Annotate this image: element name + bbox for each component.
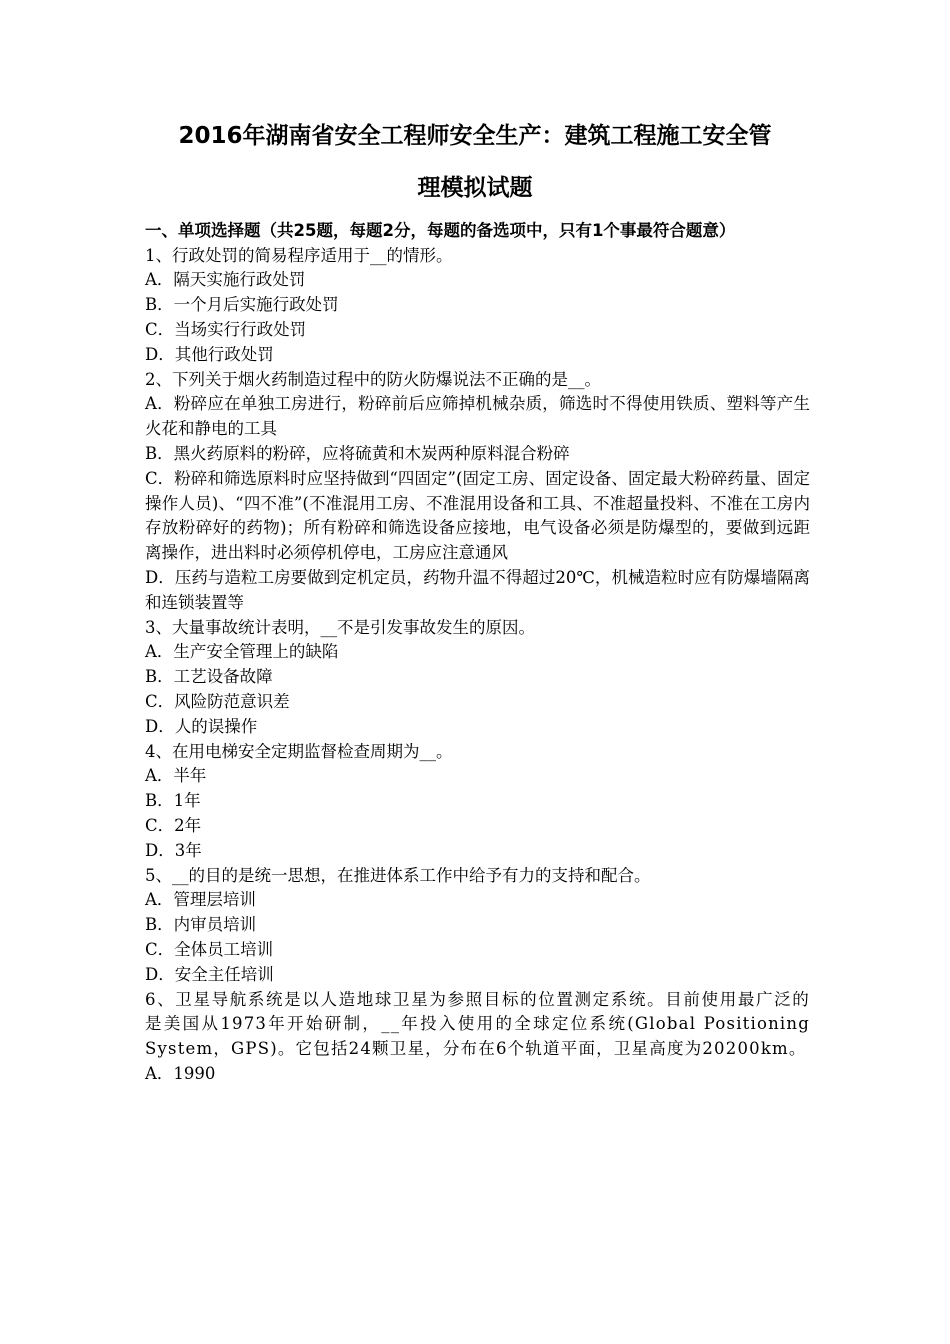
question-stem: 3、大量事故统计表明，__不是引发事故发生的原因。 xyxy=(145,617,535,637)
answer-option: A．隔天实施行政处罚 xyxy=(145,270,306,290)
answer-option: C．粉碎和筛选原料时应坚持做到“四固定”(固定工房、固定设备、固定最大粉碎药量、固定操作人员)、“四不准”(不准混用工房、不准混用设备和工具、不准超量投料、不准在工房内存放粉碎好的药物)；所有粉碎和筛选设备应接地，电气设备必须是防爆型的，要做到远距离操作，进出料时必须停机停电，工房应注意通风 xyxy=(145,468,810,563)
document-title: 2016年湖南省安全工程师安全生产：建筑工程施工安全管 xyxy=(178,123,772,149)
document-body xyxy=(145,219,810,1087)
answer-option: D．压药与造粒工房要做到定机定员，药物升温不得超过20℃，机械造粒时应有防爆墙隔离和连锁装置等 xyxy=(145,567,810,612)
answer-option: D．安全主任培训 xyxy=(145,964,274,984)
answer-option: C．当场实行行政处罚 xyxy=(145,319,307,339)
answer-option: B．一个月后实施行政处罚 xyxy=(145,295,339,315)
answer-option: B．内审员培训 xyxy=(145,915,257,935)
section-heading: 一、单项选择题（共25题，每题2分，每题的备选项中，只有1个事最符合题意） xyxy=(145,221,736,240)
question-stem: 1、行政处罚的简易程序适用于__的情形。 xyxy=(145,245,453,265)
answer-option: B．黑火药原料的粉碎，应将硫黄和木炭两种原料混合粉碎 xyxy=(145,443,570,463)
document-title-continued: 理模拟试题 xyxy=(417,175,533,201)
answer-option: A．生产安全管理上的缺陷 xyxy=(145,642,339,662)
answer-option: C．2年 xyxy=(145,815,202,835)
answer-option: D．人的误操作 xyxy=(145,716,258,736)
question-stem: 5、__的目的是统一思想，在推进体系工作中给予有力的支持和配合。 xyxy=(145,865,651,885)
answer-option: A．管理层培训 xyxy=(145,890,256,910)
question-stem: 4、在用电梯安全定期监督检查周期为__。 xyxy=(145,741,453,761)
answer-option: C．全体员工培训 xyxy=(145,939,274,959)
answer-option: A．半年 xyxy=(145,766,207,786)
answer-option: D．其他行政处罚 xyxy=(145,344,274,364)
question-stem: 6、卫星导航系统是以人造地球卫星为参照目标的位置测定系统。目前使用最广泛的是美国从1973年开始研制，__年投入使用的全球定位系统(Global Positioning System，GPS)。它包括24颗卫星，分布在6个轨道平面，卫星高度为20200km。 xyxy=(145,989,810,1059)
answer-option: D．3年 xyxy=(145,840,202,860)
question-stem: 2、下列关于烟火药制造过程中的防火防爆说法不正确的是__。 xyxy=(145,369,601,389)
answer-option: B．1年 xyxy=(145,791,201,811)
answer-option: C．风险防范意识差 xyxy=(145,691,290,711)
answer-option: A．1990 xyxy=(145,1063,216,1083)
answer-option: A．粉碎应在单独工房进行，粉碎前后应筛掉机械杂质，筛选时不得使用铁质、塑料等产生火花和静电的工具 xyxy=(145,394,810,439)
answer-option: B．工艺设备故障 xyxy=(145,667,273,687)
